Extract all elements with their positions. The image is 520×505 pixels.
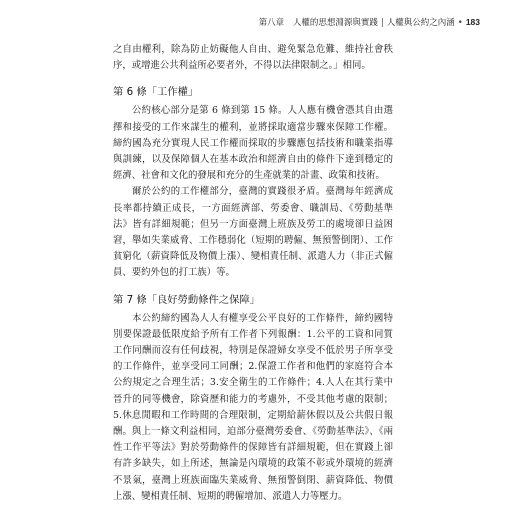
paragraph-article-6-taiwan: 爾於公約的工作權部分，臺灣的實踐很矛盾。臺灣每年經濟成長率都持續正成長，一方面經濟部、勞委會、職訓局、《勞動基準法》皆有詳細規範；但另一方面臺灣上班族及勞工的處境卻日益困窘，舉如失業威脅、工作穩弱化（短期的聘僱、無預警倒閉）、工作貧窮化（薪資降低及物價上漲）、變相責任制、派遣人力（非正式僱員、要約外包的打工族）等。 [113,186,393,279]
header-divider: | [380,18,384,28]
paragraph-continuation: 之自由權利，除為防止妨礙他人自由、避免緊急危難、維持社會秩序，或增進公共利益所必要者外，不得以法律限制之。」相同。 [113,44,393,72]
chapter-label: 第八章 [258,18,285,28]
page-body [113,42,393,505]
paragraph-article-7: 本公約締約國為人人有權享受公平良好的工作條件，締約國特別要保證最低限度給予所有工作者下列報酬：1.公平的工資和同質工作同酬而沒有任何歧視，特別是保證婦女享受不低於男子所享受的工作條件，並享受同工同酬；2.保證工作者和他們的家庭符合本公約規定之合理生活；3.安全衛生的工作條件；4.人人在其行業中晉升的同等機會，除資歷和能力的考慮外，不受其他考慮的限制；5.休息閒暇和工作時間的合理限制，定期給薪休假以及公共假日報酬。與上一條文利益相同，迫部分臺灣勞委會、《勞動基準法》、《兩性工作平等法》對於勞動條件的保障皆有詳細規範，但在實踐上卻有許多缺失，如上所述，無論是內環境的政策不彰或外環境的經濟不景氣，臺灣上班族面臨失業威脅、無預警倒閉、薪資降低、物價上漲、變相責任制、短期的聘僱增加、派遣人力等壓力。 [113,312,393,502]
page-number: 183 [465,17,480,27]
header-bullet: • [457,18,463,28]
running-header [259,16,480,28]
header-spacer [287,18,290,28]
paragraph-article-6-summary: 公約核心部分是第 6 條到第 15 條。人人應有機會憑其自由選擇和接受的工作來謀生的權利，並將採取適當步驟來保障工作權。締約國為充分實現人民工作權而採取的步驟應包括技術和職業指導與訓練，以及保障個人在基本政治和經濟自由的條件下達到穩定的經濟、社會和文化的發展和充分的生產就業的計畫、政策和技術。 [113,105,393,182]
chapter-title: 人權的思想淵源與實踐 [292,18,378,28]
book-title: 人權與公約之內涵 [386,18,455,28]
section-heading-article-6: 第 6 條「工作權」 [113,86,199,99]
section-heading-article-7: 第 7 條「良好勞動條件之保障」 [113,293,260,306]
